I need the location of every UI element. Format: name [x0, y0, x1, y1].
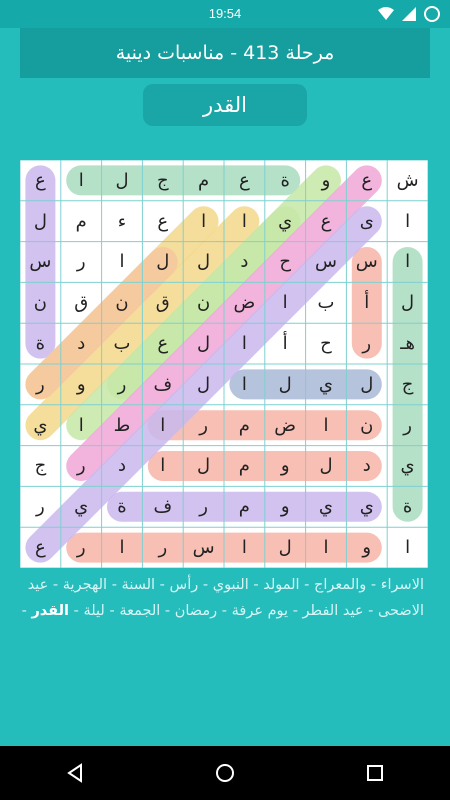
grid-cell[interactable]: ر — [362, 333, 372, 355]
word-separator: - — [299, 577, 315, 593]
grid-cell[interactable]: ح — [320, 333, 332, 355]
grid-cell[interactable]: ا — [241, 373, 247, 395]
back-button[interactable] — [45, 753, 105, 793]
word-search-grid[interactable] — [20, 160, 428, 568]
word-item: عيد الاضحى — [27, 577, 424, 619]
word-separator: - — [104, 603, 120, 619]
grid-cell[interactable]: ن — [33, 292, 47, 314]
grid-cell[interactable]: ر — [76, 251, 86, 273]
word-item: رمضان — [174, 603, 218, 619]
word-item: الجمعة — [119, 603, 161, 619]
recents-square-icon — [364, 762, 386, 784]
grid-cell[interactable]: ي — [318, 373, 334, 395]
grid-cell[interactable]: ح — [279, 251, 291, 273]
status-icons — [378, 6, 440, 22]
word-separator: - — [21, 603, 32, 619]
word-separator: - — [48, 577, 63, 593]
grid-cell[interactable]: ع — [157, 210, 169, 232]
grid-cell[interactable]: ط — [113, 414, 131, 436]
grid-cell[interactable]: ي — [359, 496, 374, 518]
grid-cell[interactable]: ل — [197, 251, 211, 273]
grid-cell[interactable]: د — [77, 333, 86, 355]
grid-cell[interactable]: و — [321, 169, 331, 191]
grid-cell[interactable]: ل — [278, 373, 292, 395]
grid-cell[interactable]: ن — [360, 414, 374, 436]
grid-cell[interactable]: و — [76, 373, 86, 395]
grid-cell[interactable]: ا — [241, 537, 247, 559]
word-item: ليلة — [83, 603, 105, 619]
grid-cell[interactable]: د — [240, 251, 249, 273]
grid-cell[interactable]: ي — [318, 496, 334, 518]
level-title: مرحلة 413 - مناسبات دينية — [20, 28, 430, 78]
grid-cell[interactable]: ل — [278, 537, 292, 559]
grid-cell[interactable]: ر — [199, 496, 208, 518]
grid-cell[interactable]: ف — [153, 373, 173, 395]
grid-cell[interactable]: ع — [239, 169, 250, 191]
grid-cell[interactable]: م — [198, 169, 210, 191]
grid-cell[interactable]: ر — [199, 414, 208, 436]
signal-icon — [402, 7, 416, 21]
grid-cell[interactable]: ض — [274, 414, 297, 436]
grid-cell[interactable]: ا — [282, 292, 288, 314]
word-item: الهجرية — [62, 577, 108, 593]
word-item: يوم عرفة — [231, 603, 289, 619]
grid-cell[interactable]: ع — [35, 169, 46, 191]
grid-cell[interactable]: و — [362, 537, 372, 559]
grid-cell[interactable]: ا — [405, 537, 411, 559]
grid-cell[interactable]: أ — [364, 292, 370, 314]
grid-cell[interactable]: ن — [115, 292, 129, 314]
grid-cell[interactable]: س — [314, 251, 337, 273]
grid-cell[interactable]: ل — [319, 455, 333, 477]
grid-cell[interactable]: ا — [160, 455, 166, 477]
grid-cell[interactable]: ض — [233, 292, 256, 314]
grid-cell[interactable]: ر — [403, 414, 412, 436]
grid-cell[interactable]: ف — [153, 496, 173, 518]
grid-cell[interactable]: ج — [401, 373, 414, 395]
grid-cell[interactable]: ر — [76, 537, 86, 559]
grid-cell[interactable]: ل — [115, 169, 129, 191]
grid-cell[interactable]: ج — [156, 169, 169, 191]
grid-cell[interactable]: ل — [33, 210, 47, 232]
grid-cell[interactable]: ع — [157, 333, 169, 355]
grid-cell[interactable]: ع — [35, 537, 46, 559]
grid-cell[interactable]: ا — [241, 333, 247, 355]
navigation-bar — [0, 746, 450, 800]
grid-cell[interactable]: ر — [158, 537, 168, 559]
word-separator: - — [69, 603, 84, 619]
grid-cell[interactable]: ا — [323, 537, 329, 559]
grid-cell[interactable]: ا — [160, 414, 166, 436]
grid-cell[interactable]: ج — [34, 455, 47, 477]
word-separator: - — [248, 577, 264, 593]
word-item: القدر — [31, 603, 70, 619]
grid-cell[interactable]: ل — [197, 333, 211, 355]
word-item: الاسراء — [380, 577, 424, 593]
grid-cell[interactable]: س — [29, 251, 52, 273]
grid-cell[interactable]: ن — [196, 292, 211, 314]
grid-cell[interactable]: ش — [396, 169, 419, 191]
grid-cell[interactable]: ى — [359, 210, 374, 232]
grid-cell[interactable]: هـ — [400, 333, 415, 355]
word-separator: - — [155, 577, 170, 593]
word-separator: - — [363, 603, 378, 619]
grid-cell[interactable]: ة — [117, 496, 127, 518]
word-item: عيد الفطر — [302, 603, 364, 619]
grid-cell[interactable]: ا — [323, 414, 329, 436]
word-separator: - — [366, 577, 381, 593]
word-separator: - — [107, 577, 122, 593]
grid-cell[interactable]: ا — [241, 210, 247, 232]
grid-cell[interactable]: د — [362, 455, 371, 477]
grid-cell[interactable]: ر — [76, 455, 86, 477]
word-item: السنة — [121, 577, 156, 593]
recents-button[interactable] — [345, 753, 405, 793]
status-bar — [0, 0, 450, 28]
word-list — [20, 572, 430, 624]
grid-cell[interactable]: ا — [405, 251, 411, 273]
letter-cells[interactable] — [20, 160, 428, 568]
grid-cell[interactable]: و — [280, 455, 290, 477]
grid-cell[interactable]: ل — [197, 455, 211, 477]
word-item: والمعراج — [314, 577, 367, 593]
grid-cell[interactable]: س — [355, 251, 378, 273]
grid-cell[interactable]: ب — [317, 292, 335, 314]
grid-cell[interactable]: ة — [402, 496, 413, 518]
word-separator: - — [198, 577, 213, 593]
current-word-display: القدر — [143, 84, 307, 126]
grid-cell[interactable]: ا — [78, 169, 84, 191]
word-item: رأس — [169, 577, 199, 593]
grid-cell[interactable]: ق — [74, 292, 89, 314]
grid-cell[interactable]: ر — [36, 373, 45, 395]
battery-icon — [424, 6, 440, 22]
grid-cell[interactable]: م — [75, 210, 87, 232]
grid-cell[interactable]: ة — [280, 169, 290, 191]
home-circle-icon — [214, 762, 236, 784]
grid-cell[interactable]: ق — [155, 292, 170, 314]
grid-cell[interactable]: ل — [360, 373, 374, 395]
grid-cell[interactable]: ا — [119, 537, 125, 559]
grid-cell[interactable]: ع — [361, 169, 373, 191]
grid-cell[interactable]: م — [238, 414, 250, 436]
grid-cell[interactable]: م — [238, 455, 250, 477]
grid-cell[interactable]: أ — [282, 333, 288, 355]
status-time: 19:54 — [208, 6, 242, 21]
grid-cell[interactable]: ي — [400, 455, 415, 477]
grid-cell[interactable]: ي — [278, 210, 293, 232]
grid-cell[interactable]: ل — [197, 373, 211, 395]
grid-cell[interactable]: ي — [74, 496, 89, 518]
grid-cell[interactable]: ر — [36, 496, 45, 518]
back-triangle-icon — [64, 762, 86, 784]
word-separator: - — [217, 603, 232, 619]
grid-cell[interactable]: ة — [35, 333, 46, 355]
grid-cell[interactable]: ا — [78, 414, 84, 436]
grid-cell[interactable]: و — [280, 496, 290, 518]
word-item: المولد — [263, 577, 300, 593]
word-item: النبوي — [212, 577, 249, 593]
grid-cell[interactable]: ا — [405, 210, 411, 232]
word-separator: - — [288, 603, 303, 619]
grid-cell[interactable]: ا — [201, 210, 207, 232]
grid-cell[interactable]: ل — [401, 292, 415, 314]
home-button[interactable] — [195, 753, 255, 793]
wifi-icon — [378, 7, 394, 21]
grid-cell[interactable]: د — [117, 455, 126, 477]
grid-cell[interactable]: ي — [33, 414, 48, 436]
grid-cell[interactable]: س — [192, 537, 215, 559]
grid-cell[interactable]: ل — [156, 251, 170, 273]
grid-cell[interactable]: ع — [320, 210, 332, 232]
grid-cell[interactable]: ر — [117, 373, 127, 395]
grid-cell[interactable]: ا — [119, 251, 125, 273]
grid-cell[interactable]: ب — [113, 333, 131, 355]
word-separator: - — [160, 603, 175, 619]
grid-cell[interactable]: ء — [117, 210, 127, 232]
grid-cell[interactable]: م — [238, 496, 250, 518]
